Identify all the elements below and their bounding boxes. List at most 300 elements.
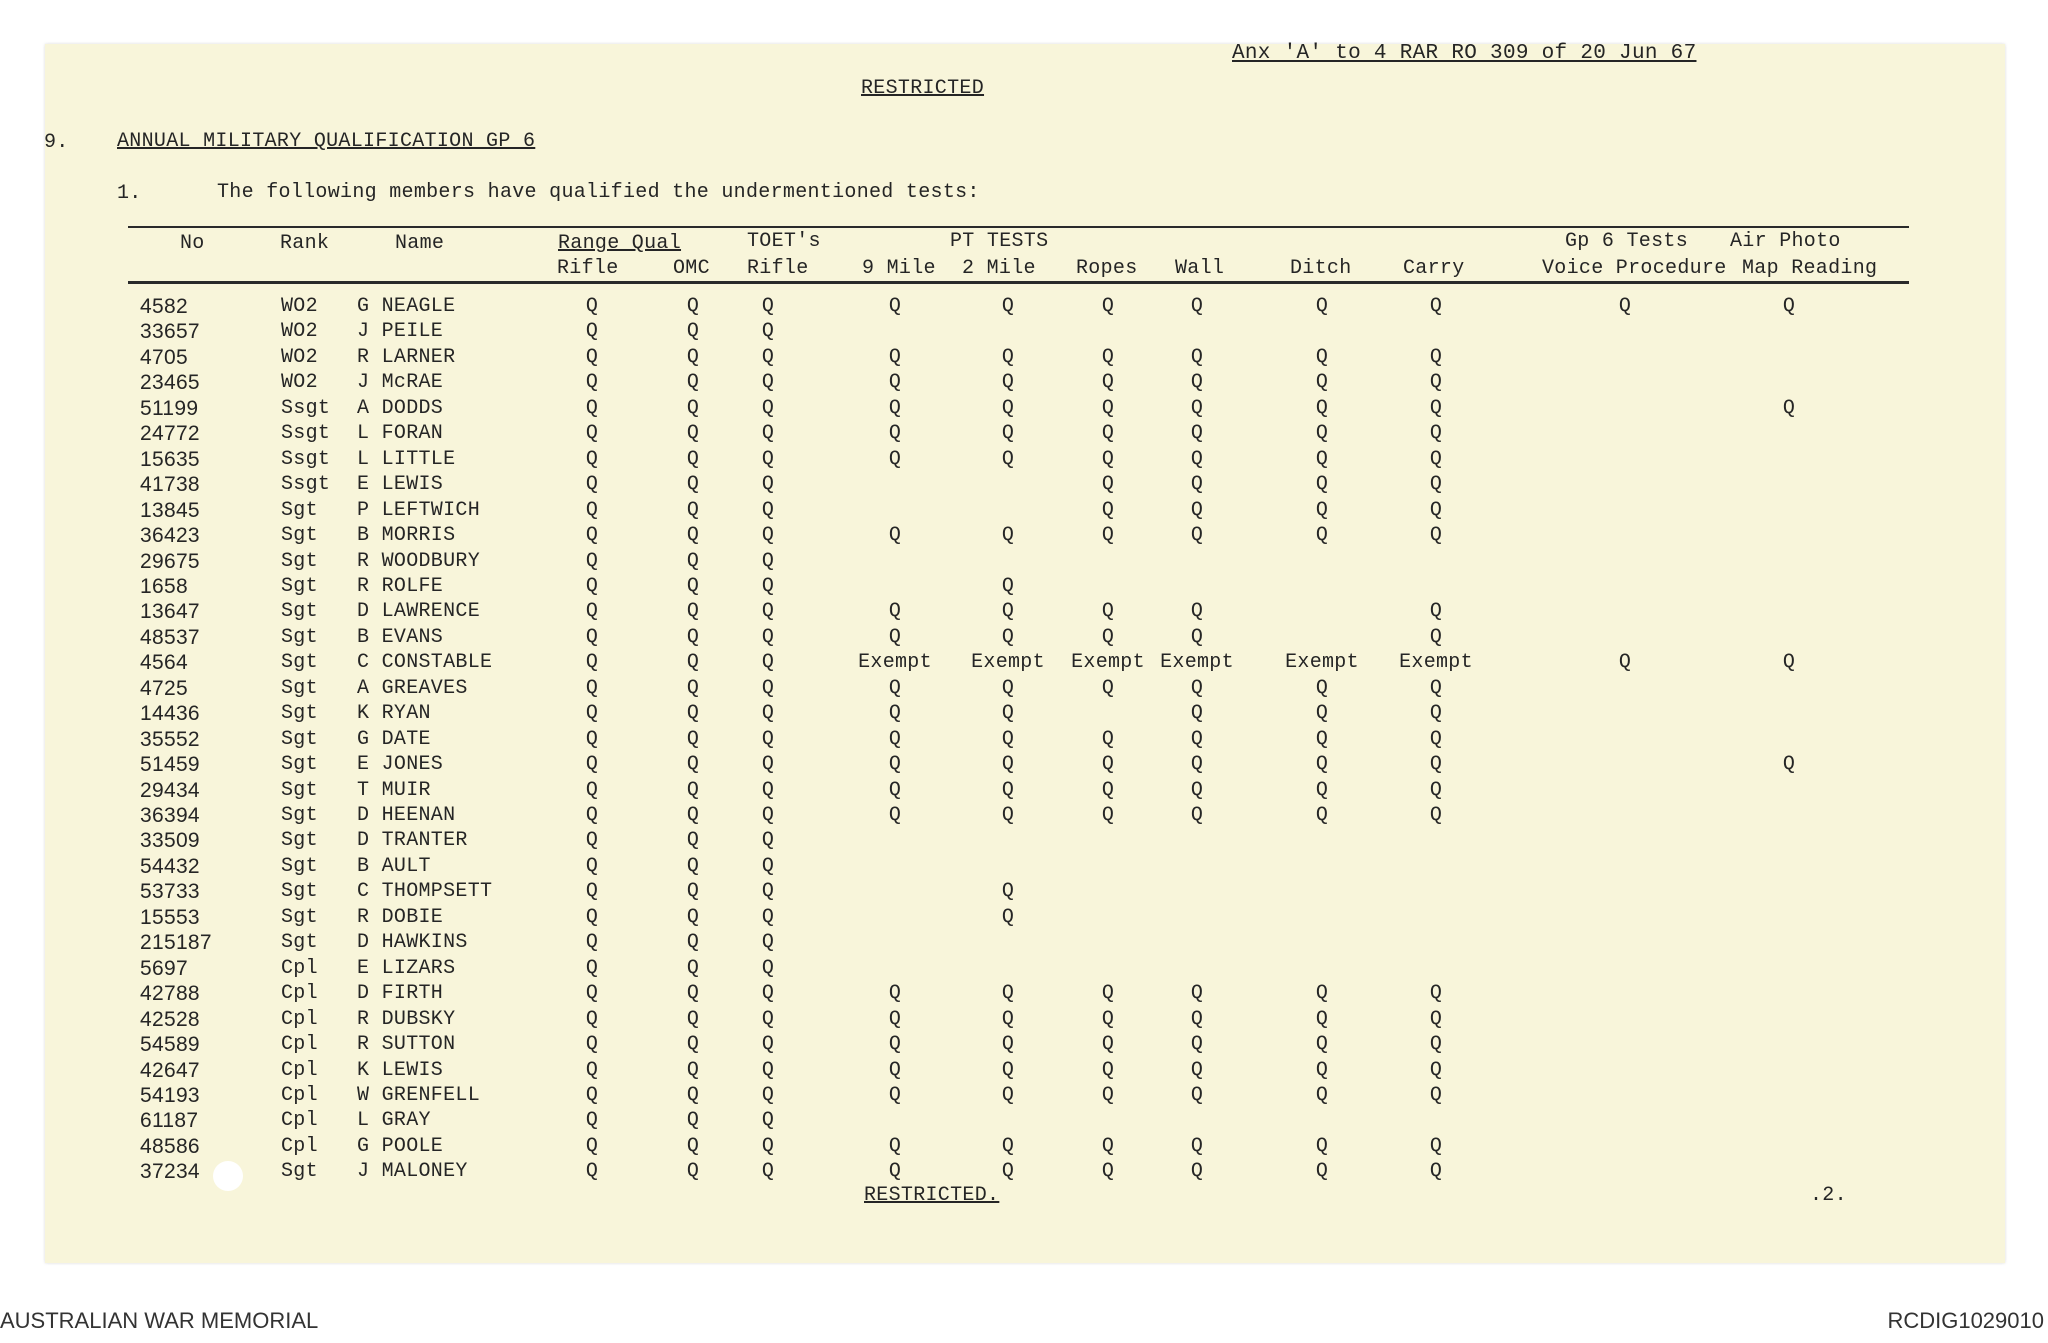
cell-rifle: Q (585, 931, 599, 954)
cell-omc: Q (686, 1109, 700, 1132)
service-number: 4705 (140, 346, 188, 369)
member-name: K RYAN (357, 702, 431, 725)
cell-toet-rifle: Q (761, 651, 775, 674)
cell-2-mile: Q (1001, 804, 1015, 827)
cell-ditch: Q (1315, 524, 1329, 547)
cell-9-mile: Q (888, 1059, 902, 1082)
rank: Sgt (281, 600, 318, 623)
cell-ropes: Q (1101, 1135, 1115, 1158)
cell-rifle: Q (585, 651, 599, 674)
rank: Sgt (281, 1160, 318, 1183)
cell-ditch: Q (1315, 1059, 1329, 1082)
service-number: 4582 (140, 295, 188, 318)
member-name: J PEILE (357, 320, 444, 343)
cell-omc: Q (686, 931, 700, 954)
cell-omc: Q (686, 371, 700, 394)
cell-toet-rifle: Q (761, 957, 775, 980)
member-name: J MALONEY (357, 1160, 468, 1183)
cell-wall: Q (1190, 1135, 1204, 1158)
cell-omc: Q (686, 753, 700, 776)
member-name: C CONSTABLE (357, 651, 493, 674)
rank: Sgt (281, 702, 318, 725)
cell-toet-rifle: Q (761, 677, 775, 700)
rank: Cpl (281, 1109, 318, 1132)
cell-ditch: Q (1315, 1160, 1329, 1183)
cell-ropes: Q (1101, 1160, 1115, 1183)
cell-rifle: Q (585, 397, 599, 420)
header-toet-rifle: Rifle (747, 257, 809, 280)
cell-rifle: Q (585, 473, 599, 496)
cell-wall: Q (1190, 626, 1204, 649)
cell-2-mile: Q (1001, 448, 1015, 471)
member-name: R WOODBURY (357, 550, 481, 573)
service-number: 33509 (140, 829, 200, 852)
rank: Sgt (281, 499, 318, 522)
cell-omc: Q (686, 779, 700, 802)
member-name: T MUIR (357, 779, 431, 802)
cell-toet-rifle: Q (761, 779, 775, 802)
cell-ropes: Q (1101, 728, 1115, 751)
cell-ropes: Q (1101, 626, 1115, 649)
cell-rifle: Q (585, 295, 599, 318)
cell-wall: Q (1190, 728, 1204, 751)
member-name: D TRANTER (357, 829, 468, 852)
member-name: R DOBIE (357, 906, 444, 929)
section-number: 9. (44, 131, 69, 154)
service-number: 29675 (140, 550, 200, 573)
cell-rifle: Q (585, 702, 599, 725)
header-rifle: Rifle (557, 257, 619, 280)
cell-rifle: Q (585, 1160, 599, 1183)
service-number: 4725 (140, 677, 188, 700)
cell-2-mile: Q (1001, 728, 1015, 751)
cell-2-mile: Q (1001, 1135, 1015, 1158)
cell-ditch: Q (1315, 702, 1329, 725)
cell-carry: Q (1429, 397, 1443, 420)
cell-omc: Q (686, 829, 700, 852)
cell-2-mile: Q (1001, 982, 1015, 1005)
service-number: 36394 (140, 804, 200, 827)
rank: Ssgt (281, 422, 331, 445)
cell-2-mile: Q (1001, 1160, 1015, 1183)
member-name: A GREAVES (357, 677, 468, 700)
service-number: 48586 (140, 1135, 200, 1158)
cell-ditch: Q (1315, 397, 1329, 420)
cell-2-mile: Q (1001, 600, 1015, 623)
cell-rifle: Q (585, 1008, 599, 1031)
cell-toet-rifle: Q (761, 1084, 775, 1107)
cell-toet-rifle: Q (761, 880, 775, 903)
header-air-photo: Air Photo (1730, 230, 1841, 253)
cell-9-mile: Q (888, 1084, 902, 1107)
header-toets: TOET's (747, 230, 821, 253)
cell-9-mile: Q (888, 1008, 902, 1031)
cell-rifle: Q (585, 804, 599, 827)
cell-rifle: Q (585, 320, 599, 343)
cell-carry: Q (1429, 371, 1443, 394)
cell-rifle: Q (585, 422, 599, 445)
member-name: R ROLFE (357, 575, 444, 598)
cell-2-mile: Q (1001, 677, 1015, 700)
cell-wall: Q (1190, 702, 1204, 725)
cell-wall: Q (1190, 422, 1204, 445)
member-name: E LIZARS (357, 957, 456, 980)
cell-wall: Q (1190, 1084, 1204, 1107)
member-name: E JONES (357, 753, 444, 776)
cell-carry: Q (1429, 295, 1443, 318)
page-continuation: .2. (1810, 1184, 1847, 1207)
cell-rifle: Q (585, 371, 599, 394)
service-number: 5697 (140, 957, 188, 980)
cell-omc: Q (686, 295, 700, 318)
cell-wall: Q (1190, 448, 1204, 471)
cell-carry: Q (1429, 779, 1443, 802)
cell-ropes: Q (1101, 371, 1115, 394)
cell-ropes: Q (1101, 804, 1115, 827)
rank: Cpl (281, 1008, 318, 1031)
cell-9-mile: Q (888, 753, 902, 776)
service-number: 13647 (140, 600, 200, 623)
rank: Sgt (281, 906, 318, 929)
member-name: D HEENAN (357, 804, 456, 827)
cell-ditch: Q (1315, 473, 1329, 496)
rank: Sgt (281, 677, 318, 700)
member-name: L LITTLE (357, 448, 456, 471)
cell-toet-rifle: Q (761, 1008, 775, 1031)
cell-9-mile: Q (888, 371, 902, 394)
cell-wall: Q (1190, 524, 1204, 547)
header-rank: Rank (280, 232, 330, 255)
cell-9-mile: Q (888, 804, 902, 827)
member-name: D HAWKINS (357, 931, 468, 954)
cell-carry: Q (1429, 524, 1443, 547)
rank: Cpl (281, 1033, 318, 1056)
cell-2-mile: Q (1001, 575, 1015, 598)
service-number: 35552 (140, 728, 200, 751)
cell-carry: Q (1429, 448, 1443, 471)
cell-carry: Q (1429, 677, 1443, 700)
cell-ditch: Q (1315, 371, 1329, 394)
header-carry: Carry (1403, 257, 1465, 280)
cell-omc: Q (686, 1008, 700, 1031)
cell-omc: Q (686, 346, 700, 369)
service-number: 42647 (140, 1059, 200, 1082)
cell-ropes: Q (1101, 779, 1115, 802)
cell-omc: Q (686, 499, 700, 522)
cell-toet-rifle: Q (761, 575, 775, 598)
cell-carry: Q (1429, 600, 1443, 623)
rank: Sgt (281, 753, 318, 776)
cell-ditch: Q (1315, 804, 1329, 827)
cell-wall: Q (1190, 1008, 1204, 1031)
member-name: C THOMPSETT (357, 880, 493, 903)
rank: Sgt (281, 804, 318, 827)
cell-omc: Q (686, 982, 700, 1005)
cell-2-mile: Q (1001, 1084, 1015, 1107)
cell-9-mile: Q (888, 1135, 902, 1158)
cell-omc: Q (686, 575, 700, 598)
cell-toet-rifle: Q (761, 702, 775, 725)
cell-ditch: Q (1315, 982, 1329, 1005)
header-omc: OMC (673, 257, 710, 280)
member-name: B MORRIS (357, 524, 456, 547)
cell-ditch: Q (1315, 753, 1329, 776)
service-number: 61187 (140, 1109, 199, 1132)
member-name: L FORAN (357, 422, 444, 445)
cell-ditch: Q (1315, 499, 1329, 522)
cell-ropes: Q (1101, 473, 1115, 496)
cell-ropes: Q (1101, 600, 1115, 623)
service-number: 33657 (140, 320, 200, 343)
header-ropes: Ropes (1076, 257, 1138, 280)
service-number: 14436 (140, 702, 200, 725)
cell-ditch: Q (1315, 1008, 1329, 1031)
cell-rifle: Q (585, 575, 599, 598)
cell-carry: Q (1429, 728, 1443, 751)
cell-omc: Q (686, 1135, 700, 1158)
service-number: 4564 (140, 651, 188, 674)
header-2-mile: 2 Mile (962, 257, 1036, 280)
cell-toet-rifle: Q (761, 524, 775, 547)
header-ditch: Ditch (1290, 257, 1352, 280)
cell-carry: Q (1429, 499, 1443, 522)
cell-omc: Q (686, 677, 700, 700)
cell-ropes: Q (1101, 346, 1115, 369)
cell-ditch: Q (1315, 779, 1329, 802)
cell-rifle: Q (585, 982, 599, 1005)
cell-rifle: Q (585, 829, 599, 852)
rank: WO2 (281, 320, 318, 343)
rank: Sgt (281, 524, 318, 547)
cell-rifle: Q (585, 1109, 599, 1132)
cell-toet-rifle: Q (761, 829, 775, 852)
cell-carry: Q (1429, 1008, 1443, 1031)
rank: Sgt (281, 880, 318, 903)
service-number: 37234 (140, 1160, 200, 1183)
cell-rifle: Q (585, 1084, 599, 1107)
rank: Sgt (281, 829, 318, 852)
cell-ditch: Q (1315, 1033, 1329, 1056)
rank: Cpl (281, 1084, 318, 1107)
cell-map-reading: Q (1782, 295, 1796, 318)
cell-map-reading: Q (1782, 397, 1796, 420)
cell-toet-rifle: Q (761, 295, 775, 318)
member-name: E LEWIS (357, 473, 444, 496)
cell-omc: Q (686, 524, 700, 547)
cell-toet-rifle: Q (761, 397, 775, 420)
cell-toet-rifle: Q (761, 855, 775, 878)
cell-toet-rifle: Q (761, 422, 775, 445)
rank: Cpl (281, 982, 318, 1005)
service-number: 51459 (140, 753, 200, 776)
rank: Ssgt (281, 397, 331, 420)
cell-omc: Q (686, 626, 700, 649)
member-name: G POOLE (357, 1135, 444, 1158)
cell-toet-rifle: Q (761, 753, 775, 776)
service-number: 29434 (140, 779, 200, 802)
cell-carry: Q (1429, 753, 1443, 776)
rank: WO2 (281, 346, 318, 369)
cell-carry: Exempt (1399, 651, 1473, 674)
cell-9-mile: Q (888, 600, 902, 623)
cell-omc: Q (686, 600, 700, 623)
cell-omc: Q (686, 957, 700, 980)
cell-ditch: Q (1315, 295, 1329, 318)
cell-toet-rifle: Q (761, 320, 775, 343)
cell-carry: Q (1429, 1084, 1443, 1107)
header-range-qual: Range Qual (558, 232, 682, 255)
cell-toet-rifle: Q (761, 371, 775, 394)
cell-wall: Q (1190, 346, 1204, 369)
service-number: 23465 (140, 371, 200, 394)
cell-toet-rifle: Q (761, 600, 775, 623)
cell-toet-rifle: Q (761, 931, 775, 954)
cell-9-mile: Q (888, 1160, 902, 1183)
cell-9-mile: Q (888, 397, 902, 420)
member-name: G DATE (357, 728, 431, 751)
service-number: 41738 (140, 473, 200, 496)
cell-2-mile: Q (1001, 702, 1015, 725)
service-number: 24772 (140, 422, 200, 445)
punch-hole (213, 1161, 243, 1191)
cell-2-mile: Q (1001, 880, 1015, 903)
cell-wall: Q (1190, 779, 1204, 802)
cell-wall: Exempt (1160, 651, 1234, 674)
service-number: 1658 (140, 575, 188, 598)
cell-carry: Q (1429, 422, 1443, 445)
cell-rifle: Q (585, 499, 599, 522)
cell-omc: Q (686, 855, 700, 878)
member-name: D FIRTH (357, 982, 444, 1005)
classification-bottom: RESTRICTED. (864, 1184, 1000, 1207)
cell-rifle: Q (585, 728, 599, 751)
member-name: P LEFTWICH (357, 499, 481, 522)
cell-9-mile: Q (888, 346, 902, 369)
cell-ditch: Q (1315, 422, 1329, 445)
service-number: 215187 (140, 931, 212, 954)
cell-wall: Q (1190, 753, 1204, 776)
cell-rifle: Q (585, 779, 599, 802)
rank: Ssgt (281, 473, 331, 496)
service-number: 54432 (140, 855, 200, 878)
cell-carry: Q (1429, 626, 1443, 649)
cell-carry: Q (1429, 473, 1443, 496)
header-9-mile: 9 Mile (862, 257, 936, 280)
rank: Sgt (281, 855, 318, 878)
annex-reference: Anx 'A' to 4 RAR RO 309 of 20 Jun 67 (1232, 42, 1697, 65)
cell-rifle: Q (585, 550, 599, 573)
cell-ropes: Q (1101, 753, 1115, 776)
cell-ropes: Q (1101, 295, 1115, 318)
cell-2-mile: Q (1001, 524, 1015, 547)
cell-9-mile: Q (888, 295, 902, 318)
cell-9-mile: Q (888, 779, 902, 802)
service-number: 13845 (140, 499, 200, 522)
header-number: No (180, 232, 205, 255)
service-number: 15635 (140, 448, 200, 471)
rank: Sgt (281, 550, 318, 573)
cell-toet-rifle: Q (761, 906, 775, 929)
cell-omc: Q (686, 804, 700, 827)
service-number: 51199 (140, 397, 199, 420)
cell-rifle: Q (585, 880, 599, 903)
cell-9-mile: Q (888, 524, 902, 547)
cell-toet-rifle: Q (761, 626, 775, 649)
table-header-rule (128, 281, 1909, 284)
cell-9-mile: Q (888, 702, 902, 725)
cell-omc: Q (686, 320, 700, 343)
service-number: 54589 (140, 1033, 200, 1056)
cell-omc: Q (686, 880, 700, 903)
cell-omc: Q (686, 422, 700, 445)
cell-ropes: Q (1101, 422, 1115, 445)
cell-9-mile: Q (888, 626, 902, 649)
cell-ropes: Q (1101, 524, 1115, 547)
header-name: Name (395, 232, 445, 255)
cell-omc: Q (686, 550, 700, 573)
cell-omc: Q (686, 448, 700, 471)
header-pt-tests: PT TESTS (950, 230, 1049, 253)
cell-rifle: Q (585, 855, 599, 878)
member-name: R SUTTON (357, 1033, 456, 1056)
cell-2-mile: Q (1001, 1008, 1015, 1031)
cell-carry: Q (1429, 702, 1443, 725)
cell-omc: Q (686, 728, 700, 751)
cell-wall: Q (1190, 1033, 1204, 1056)
cell-2-mile: Q (1001, 1033, 1015, 1056)
cell-ditch: Q (1315, 728, 1329, 751)
cell-9-mile: Q (888, 448, 902, 471)
cell-ropes: Q (1101, 448, 1115, 471)
member-name: L GRAY (357, 1109, 431, 1132)
cell-carry: Q (1429, 346, 1443, 369)
section-title: ANNUAL MILITARY QUALIFICATION GP 6 (117, 130, 536, 153)
rank: Ssgt (281, 448, 331, 471)
cell-ditch: Q (1315, 1084, 1329, 1107)
member-name: W GRENFELL (357, 1084, 481, 1107)
cell-2-mile: Q (1001, 626, 1015, 649)
cell-rifle: Q (585, 524, 599, 547)
rank: Cpl (281, 957, 318, 980)
cell-ditch: Exempt (1285, 651, 1359, 674)
cell-toet-rifle: Q (761, 1135, 775, 1158)
cell-rifle: Q (585, 626, 599, 649)
cell-toet-rifle: Q (761, 982, 775, 1005)
cell-2-mile: Q (1001, 1059, 1015, 1082)
cell-toet-rifle: Q (761, 448, 775, 471)
rank: Sgt (281, 651, 318, 674)
footer-catalogue-id: RCDIG1029010 (1887, 1308, 2044, 1333)
cell-rifle: Q (585, 600, 599, 623)
cell-ditch: Q (1315, 1135, 1329, 1158)
cell-wall: Q (1190, 1160, 1204, 1183)
header-wall: Wall (1175, 257, 1225, 280)
cell-toet-rifle: Q (761, 346, 775, 369)
rank: WO2 (281, 371, 318, 394)
cell-wall: Q (1190, 295, 1204, 318)
cell-carry: Q (1429, 1135, 1443, 1158)
cell-voice-procedure: Q (1618, 651, 1632, 674)
cell-9-mile: Q (888, 1033, 902, 1056)
cell-ropes: Q (1101, 677, 1115, 700)
cell-ropes: Q (1101, 499, 1115, 522)
member-name: J McRAE (357, 371, 444, 394)
cell-omc: Q (686, 651, 700, 674)
paragraph-number: 1. (117, 182, 142, 205)
cell-carry: Q (1429, 1160, 1443, 1183)
rank: Sgt (281, 779, 318, 802)
cell-rifle: Q (585, 906, 599, 929)
